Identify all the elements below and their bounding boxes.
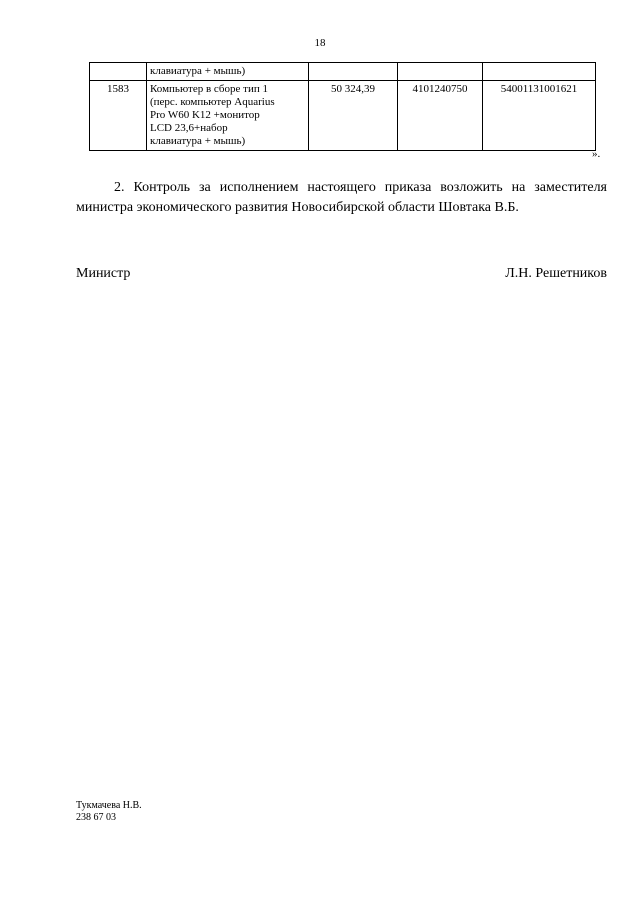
cell-name-line: (перс. компьютер Aquarius xyxy=(150,96,275,108)
cell-inventory: 4101240750 xyxy=(398,81,483,151)
order-paragraph: 2. Контроль за исполнением настоящего приказа возложить на заместителя министра экономического развития Новосибирской области Шовтака В.Б. xyxy=(76,180,607,215)
signature-block xyxy=(76,266,607,282)
cell-name-line: клавиатура + мышь) xyxy=(150,65,246,77)
goods-table xyxy=(89,62,596,151)
cell-code: 54001131001621 xyxy=(483,81,596,151)
cell-number xyxy=(90,63,147,81)
page-number: 18 xyxy=(314,37,326,49)
cell-price xyxy=(309,63,398,81)
signatory-position: Министр xyxy=(76,266,131,281)
executor-phone: 238 67 03 xyxy=(76,812,116,823)
table-row xyxy=(90,81,596,151)
cell-inventory xyxy=(398,63,483,81)
cell-name-line: Pro W60 K12 +монитор xyxy=(150,109,260,121)
cell-name-line: LCD 23,6+набор xyxy=(150,122,228,134)
cell-code xyxy=(483,63,596,81)
cell-name xyxy=(147,81,309,151)
cell-price: 50 324,39 xyxy=(309,81,398,151)
cell-name xyxy=(147,63,309,81)
signatory-name: Л.Н. Решетников xyxy=(505,266,607,281)
cell-name-line: клавиатура + мышь) xyxy=(150,135,246,147)
table-row xyxy=(90,63,596,81)
executor-footer xyxy=(76,800,142,824)
executor-name: Тукмачева Н.В. xyxy=(76,800,142,811)
closing-quote: ». xyxy=(592,148,601,160)
cell-name-line: Компьютер в сборе тип 1 xyxy=(150,83,268,95)
cell-number: 1583 xyxy=(90,81,147,151)
